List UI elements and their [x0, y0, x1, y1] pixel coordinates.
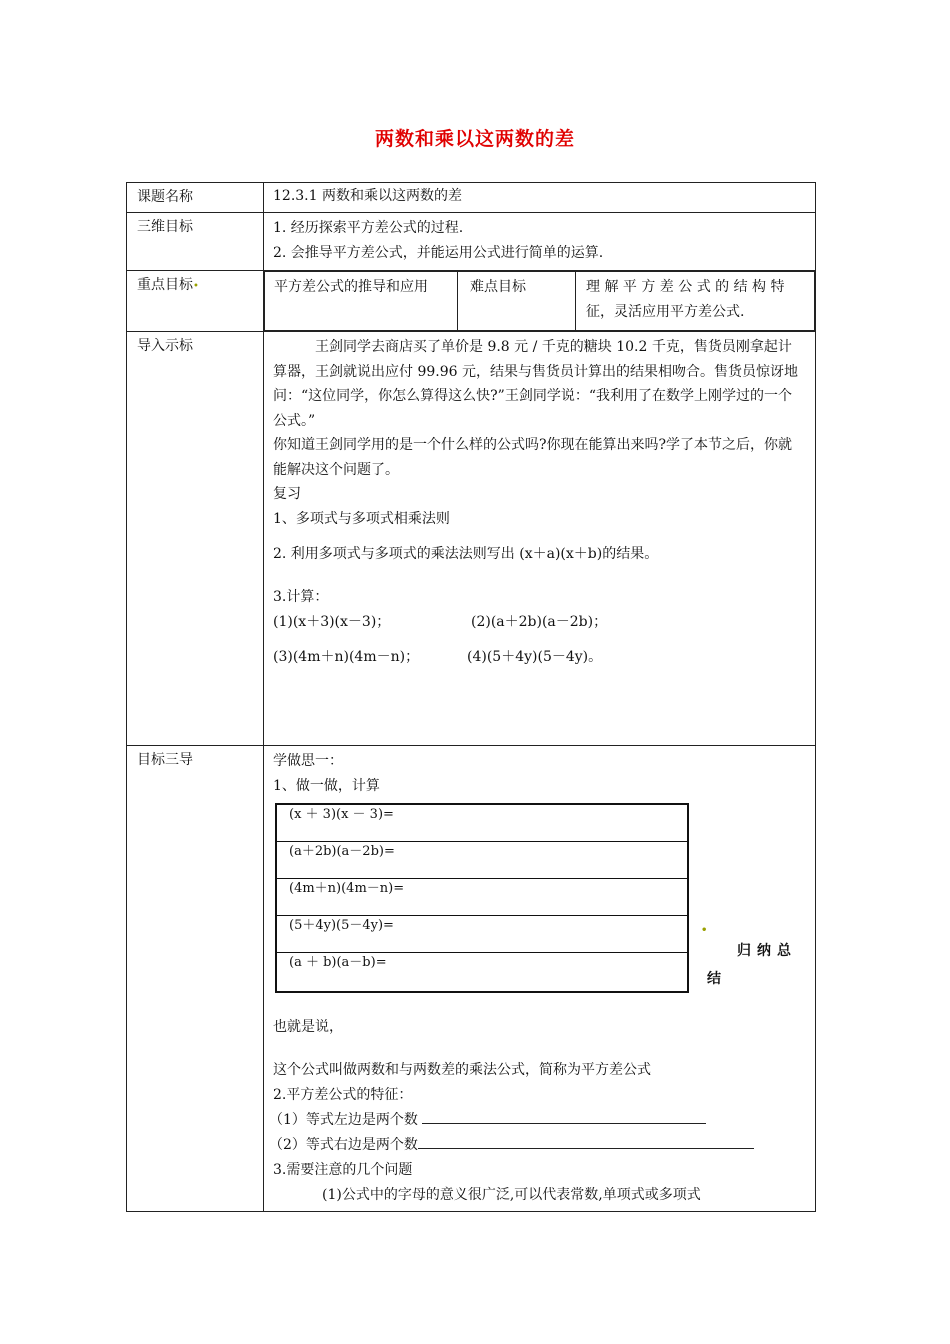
- goals-label: 三维目标: [127, 213, 264, 271]
- review-2: 2. 利用多项式与多项式的乘法法则写出 (x＋a)(x＋b)的结果。: [273, 546, 659, 562]
- intro-question: 你知道王剑同学用的是一个什么样的公式吗?你现在能算出来吗?学了本节之后，你就能解决这个问题了。: [273, 437, 793, 478]
- note-heading: 3.需要注意的几个问题: [273, 1162, 413, 1178]
- calc-1: (1)(x＋3)(x－3)；: [273, 614, 391, 630]
- feature-2-text: （2）等式右边是两个数: [269, 1137, 418, 1153]
- learn-heading: 学做思一：: [273, 753, 343, 769]
- answer-blank-2[interactable]: [418, 1134, 754, 1149]
- page-title: 两数和乘以这两数的差: [374, 128, 575, 150]
- calc-row: (a ＋ b)(a－b)=: [276, 953, 688, 993]
- dot-mark: •: [193, 281, 199, 292]
- goal-1: 1. 经历探索平方差公式的过程.: [273, 220, 464, 236]
- calc-table: [275, 803, 689, 993]
- do-heading: 1、做一做，计算: [273, 778, 380, 794]
- note-1: (1)公式中的字母的意义很广泛,可以代表常数,单项式或多项式: [322, 1187, 701, 1203]
- summary-line-1: 归纳总: [737, 943, 797, 959]
- formula-name: 这个公式叫做两数和与两数差的乘法公式，简称为平方差公式: [273, 1062, 651, 1078]
- key-label: [127, 271, 264, 332]
- calc-3: (3)(4m＋n)(4m－n)；: [273, 649, 420, 665]
- difficulty-value: 理 解 平 方 差 公 式 的 结 构 特 征，灵活应用平方差公式.: [586, 279, 785, 320]
- review-3: 3.计算：: [273, 589, 329, 605]
- guide-label: 目标三导: [127, 746, 264, 1212]
- calc-row: (x ＋ 3)(x － 3)=: [276, 804, 688, 842]
- review-1: 1、多项式与多项式相乘法则: [273, 511, 450, 527]
- goal-2: 2. 会推导平方差公式，并能运用公式进行简单的运算.: [273, 245, 604, 261]
- intro-label: 导入示标: [127, 332, 264, 746]
- feature-1-text: （1）等式左边是两个数: [269, 1112, 418, 1128]
- difficulty-label: 难点目标: [470, 279, 526, 295]
- summary-line-2: 结: [707, 971, 721, 987]
- answer-blank-1[interactable]: [422, 1109, 706, 1124]
- calc-box: [264, 799, 807, 1015]
- intro-paragraph: 王剑同学去商店买了单价是 9.8 元 / 千克的糖块 10.2 千克，售货员刚拿起计算器，王剑就说出应付 99.96 元，结果与售货员计算出的结果相吻合。售货员惊讶地问：“这位同学，你怎么算得这么快?”王剑同学说：“我利用了在数学上刚学过的一个公式。”: [273, 339, 798, 429]
- key-value: 平方差公式的推导和应用: [274, 279, 428, 295]
- review-heading: 复习: [273, 486, 301, 502]
- summary-box: [701, 925, 797, 965]
- calc-row: (5＋4y)(5－4y)=: [276, 916, 688, 953]
- that-is-text: 也就是说，: [273, 1019, 343, 1035]
- calc-row: (a＋2b)(a－2b)=: [276, 842, 688, 879]
- feature-2: [264, 1133, 807, 1158]
- feature-1: [264, 1108, 807, 1133]
- calc-row: (4m＋n)(4m－n)=: [276, 879, 688, 916]
- key-label-text: 重点目标: [137, 277, 193, 293]
- topic-label: 课题名称: [127, 183, 264, 213]
- lesson-table: [126, 182, 816, 1212]
- dot-mark: •: [701, 925, 708, 936]
- calc-4: (4)(5＋4y)(5－4y)。: [467, 649, 603, 665]
- topic-value: 12.3.1 两数和乘以这两数的差: [273, 188, 462, 204]
- calc-2: (2)(a＋2b)(a－2b)；: [471, 614, 608, 630]
- feature-heading: 2.平方差公式的特征：: [273, 1087, 413, 1103]
